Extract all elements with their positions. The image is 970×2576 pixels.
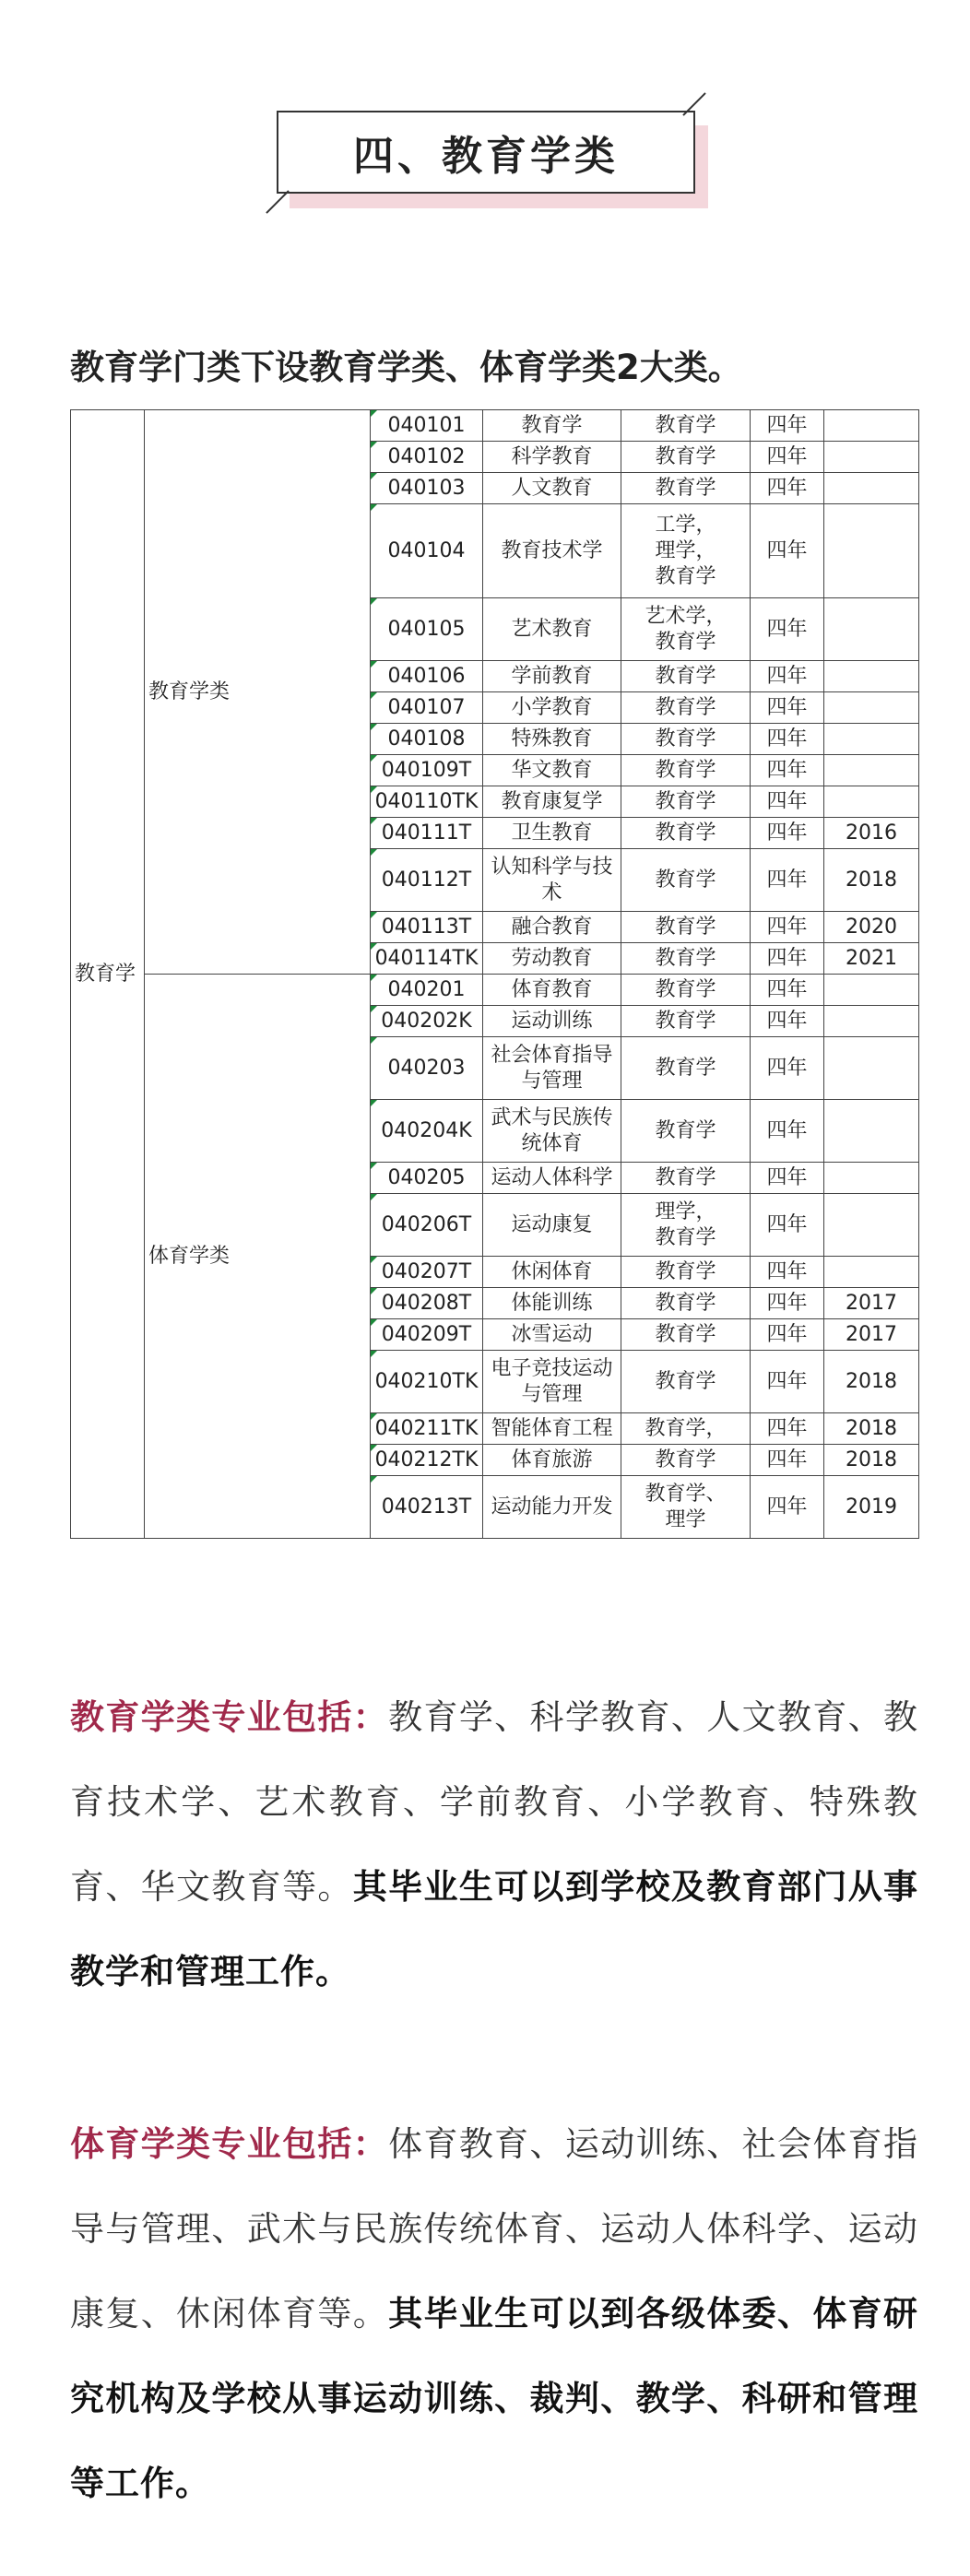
duration-cell: 四年 [751,598,824,661]
added-year-cell: 2017 [824,1319,919,1351]
added-year-cell [824,410,919,442]
degree-cell: 艺术学， 教育学 [621,598,751,661]
added-year-cell [824,1037,919,1100]
education-majors-paragraph [70,1675,918,2015]
major-name-cell: 体育旅游 [483,1445,621,1476]
major-name-cell: 电子竞技运动与管理 [483,1351,621,1413]
duration-cell: 四年 [751,1100,824,1163]
major-code-cell: 040106 [371,661,483,692]
added-year-cell [824,755,919,786]
added-year-cell: 2016 [824,818,919,849]
added-year-cell [824,724,919,755]
major-name-cell: 体能训练 [483,1288,621,1319]
added-year-cell: 2020 [824,912,919,943]
degree-cell: 教育学 [621,849,751,912]
degree-cell: 教育学 [621,724,751,755]
intro-text: 教育学门类下设教育学类、体育学类2大类。 [70,348,742,387]
major-name-cell: 科学教育 [483,442,621,473]
major-name-cell: 人文教育 [483,473,621,504]
duration-cell: 四年 [751,1006,824,1037]
added-year-cell [824,786,919,818]
degree-cell: 工学， 理学， 教育学 [621,504,751,598]
duration-cell: 四年 [751,1037,824,1100]
major-code-cell: 040209T [371,1319,483,1351]
sports-majors-paragraph [70,2102,918,2526]
major-code-cell: 040113T [371,912,483,943]
major-name-cell: 休闲体育 [483,1257,621,1288]
duration-cell: 四年 [751,661,824,692]
major-code-cell: 040105 [371,598,483,661]
degree-cell: 教育学 [621,786,751,818]
added-year-cell [824,1006,919,1037]
degree-cell: 教育学、 理学 [621,1476,751,1539]
major-name-cell: 学前教育 [483,661,621,692]
major-name-cell: 特殊教育 [483,724,621,755]
added-year-cell: 2018 [824,849,919,912]
major-code-cell: 040211TK [371,1413,483,1445]
major-name-cell: 教育技术学 [483,504,621,598]
duration-cell: 四年 [751,724,824,755]
degree-cell: 教育学 [621,1319,751,1351]
major-code-cell: 040210TK [371,1351,483,1413]
degree-cell: 教育学 [621,1163,751,1194]
paragraph-lead: 体育学类专业包括： [70,2124,389,2164]
duration-cell: 四年 [751,504,824,598]
major-code-cell: 040114TK [371,943,483,975]
major-code-cell: 040108 [371,724,483,755]
added-year-cell [824,661,919,692]
major-code-cell: 040102 [371,442,483,473]
added-year-cell [824,1100,919,1163]
major-name-cell: 体育教育 [483,975,621,1006]
major-code-cell: 040104 [371,504,483,598]
major-name-cell: 教育学 [483,410,621,442]
duration-cell: 四年 [751,786,824,818]
duration-cell: 四年 [751,849,824,912]
degree-cell: 教育学 [621,442,751,473]
added-year-cell [824,473,919,504]
added-year-cell: 2021 [824,943,919,975]
duration-cell: 四年 [751,1319,824,1351]
major-name-cell: 智能体育工程 [483,1413,621,1445]
major-code-cell: 040204K [371,1100,483,1163]
major-code-cell: 040201 [371,975,483,1006]
duration-cell: 四年 [751,473,824,504]
duration-cell: 四年 [751,1413,824,1445]
duration-cell: 四年 [751,1351,824,1413]
duration-cell: 四年 [751,1257,824,1288]
major-code-cell: 040110TK [371,786,483,818]
title-corner-mark [266,190,289,213]
category-cell: 教育学 [71,410,145,1539]
added-year-cell: 2018 [824,1413,919,1445]
degree-cell: 教育学， [621,1413,751,1445]
degree-cell: 教育学 [621,755,751,786]
degree-cell: 教育学 [621,1445,751,1476]
major-code-cell: 040101 [371,410,483,442]
major-name-cell: 艺术教育 [483,598,621,661]
degree-cell: 教育学 [621,1006,751,1037]
paragraph-emphasis: 其毕业生可以到学校及教育部门从事教学和管理工作。 [70,1867,919,1991]
duration-cell: 四年 [751,1194,824,1257]
duration-cell: 四年 [751,1476,824,1539]
major-name-cell: 运动能力开发 [483,1476,621,1539]
duration-cell: 四年 [751,1288,824,1319]
major-name-cell: 社会体育指导与管理 [483,1037,621,1100]
major-name-cell: 劳动教育 [483,943,621,975]
added-year-cell [824,1257,919,1288]
table-row [71,410,919,442]
major-code-cell: 040109T [371,755,483,786]
major-code-cell: 040107 [371,692,483,724]
paragraph-body: 体育教育、运动训练、社会体育指导与管理、武术与民族传统体育、运动人体科学、运动康复、休闲体育等。 [70,2124,919,2334]
duration-cell: 四年 [751,1445,824,1476]
duration-cell: 四年 [751,692,824,724]
added-year-cell: 2019 [824,1476,919,1539]
duration-cell: 四年 [751,410,824,442]
degree-cell: 教育学 [621,661,751,692]
added-year-cell: 2018 [824,1445,919,1476]
subcategory-cell: 体育学类 [145,975,371,1539]
major-name-cell: 运动康复 [483,1194,621,1257]
major-code-cell: 040206T [371,1194,483,1257]
major-name-cell: 小学教育 [483,692,621,724]
added-year-cell [824,1194,919,1257]
major-name-cell: 运动训练 [483,1006,621,1037]
duration-cell: 四年 [751,755,824,786]
major-code-cell: 040213T [371,1476,483,1539]
subcategory-cell: 教育学类 [145,410,371,975]
degree-cell: 教育学 [621,975,751,1006]
major-name-cell: 卫生教育 [483,818,621,849]
duration-cell: 四年 [751,1163,824,1194]
duration-cell: 四年 [751,912,824,943]
added-year-cell [824,442,919,473]
major-code-cell: 040207T [371,1257,483,1288]
major-name-cell: 教育康复学 [483,786,621,818]
major-name-cell: 华文教育 [483,755,621,786]
degree-cell: 教育学 [621,1037,751,1100]
duration-cell: 四年 [751,943,824,975]
table-row [71,975,919,1006]
degree-cell: 教育学 [621,473,751,504]
major-code-cell: 040202K [371,1006,483,1037]
major-code-cell: 040112T [371,849,483,912]
major-code-cell: 040111T [371,818,483,849]
degree-cell: 教育学 [621,410,751,442]
degree-cell: 教育学 [621,1257,751,1288]
degree-cell: 教育学 [621,1351,751,1413]
degree-cell: 教育学 [621,1288,751,1319]
duration-cell: 四年 [751,442,824,473]
degree-cell: 理学， 教育学 [621,1194,751,1257]
major-name-cell: 运动人体科学 [483,1163,621,1194]
degree-cell: 教育学 [621,943,751,975]
section-title: 四、教育学类 [277,111,695,194]
added-year-cell: 2017 [824,1288,919,1319]
major-code-cell: 040212TK [371,1445,483,1476]
major-code-cell: 040103 [371,473,483,504]
major-name-cell: 武术与民族传统体育 [483,1100,621,1163]
major-code-cell: 040205 [371,1163,483,1194]
major-code-cell: 040203 [371,1037,483,1100]
degree-cell: 教育学 [621,692,751,724]
paragraph-lead: 教育学类专业包括： [70,1697,389,1737]
degree-cell: 教育学 [621,1100,751,1163]
major-name-cell: 冰雪运动 [483,1319,621,1351]
majors-table [70,409,919,1539]
duration-cell: 四年 [751,818,824,849]
added-year-cell [824,1163,919,1194]
section-title-card [277,111,710,210]
added-year-cell [824,975,919,1006]
major-name-cell: 融合教育 [483,912,621,943]
added-year-cell [824,598,919,661]
added-year-cell [824,692,919,724]
degree-cell: 教育学 [621,818,751,849]
major-code-cell: 040208T [371,1288,483,1319]
added-year-cell [824,504,919,598]
degree-cell: 教育学 [621,912,751,943]
duration-cell: 四年 [751,975,824,1006]
major-name-cell: 认知科学与技术 [483,849,621,912]
added-year-cell: 2018 [824,1351,919,1413]
paragraph-body: 教育学、科学教育、人文教育、教育技术学、艺术教育、学前教育、小学教育、特殊教育、华文教育等。 [70,1697,919,1907]
paragraph-emphasis: 其毕业生可以到各级体委、体育研究机构及学校从事运动训练、裁判、教学、科研和管理等工作。 [70,2294,919,2503]
